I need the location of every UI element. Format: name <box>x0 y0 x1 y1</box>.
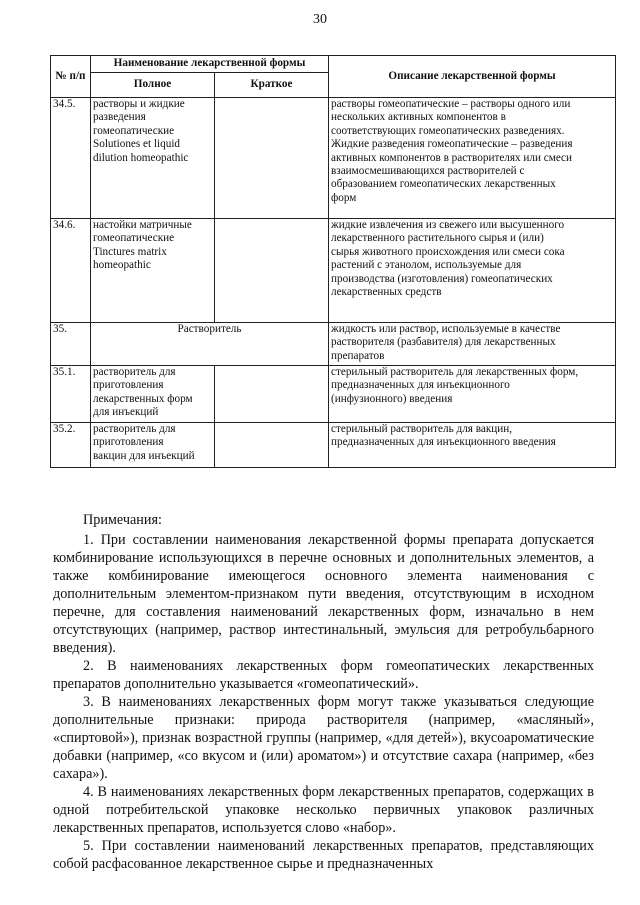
text-line: жидкие извлечения из свежего или высушенного <box>331 219 565 231</box>
text-line: dilution homeopathic <box>93 151 189 164</box>
row-description <box>329 323 616 366</box>
header-full: Полное <box>91 73 215 98</box>
row-short-name <box>215 219 329 323</box>
row-description <box>329 423 616 468</box>
text-line: взаимосмешивающихся растворителей с <box>331 165 525 178</box>
row-description <box>329 219 616 323</box>
text-line: разведения <box>93 111 146 124</box>
row-number: 34.6. <box>51 219 91 323</box>
text-line: для инъекций <box>93 406 159 419</box>
row-description <box>329 366 616 423</box>
text-line: Solutiones et liquid <box>93 138 181 151</box>
text-line: лекарственных средств <box>331 286 442 299</box>
text-line: Tinctures matrix <box>93 245 167 258</box>
text-line: растворителя (разбавителя) для лекарственных <box>331 336 556 349</box>
notes-section <box>53 511 594 873</box>
row-full-name <box>91 366 215 423</box>
row-short-name <box>215 98 329 219</box>
row-short-name <box>215 423 329 468</box>
text-line: стерильный растворитель для лекарственных форм, <box>331 366 579 378</box>
row-full-name <box>91 98 215 219</box>
header-number: № п/п <box>51 56 91 98</box>
text-line: вакцин для инъекций <box>93 449 195 462</box>
notes-title: Примечания: <box>83 512 162 528</box>
note-item: 5. При составлении наименований лекарственных препаратов, представляющих собой расфасованное лекарственное сырье и предназначенных <box>53 838 594 872</box>
text-line: растворитель для <box>93 366 176 378</box>
text-line: образованием гомеопатических лекарственных <box>331 178 556 191</box>
dosage-forms-table <box>50 55 616 468</box>
row-description <box>329 98 616 219</box>
row-full-name <box>91 219 215 323</box>
header-description: Описание лекарственной формы <box>329 56 616 98</box>
row-full-name <box>91 323 329 366</box>
row-number: 34.5. <box>51 98 91 219</box>
page-number: 30 <box>313 12 327 27</box>
text-line: стерильный растворитель для вакцин, <box>331 423 513 435</box>
text-line: Растворитель <box>177 323 242 335</box>
text-line: (инфузионного) введения <box>331 392 453 405</box>
text-line: растворы и жидкие <box>93 98 185 110</box>
text-line: лекарственных форм <box>93 392 193 405</box>
text-line: препаратов <box>331 349 385 362</box>
table-row <box>51 98 616 219</box>
header-short: Краткое <box>215 73 329 98</box>
text-line: Жидкие разведения гомеопатические – разведения <box>331 138 573 151</box>
note-item: 4. В наименованиях лекарственных форм лекарственных препаратов, содержащих в одной потребительской упаковке несколько первичных упаковок различных лекарственных препаратов, используется слово «набор». <box>53 784 594 836</box>
text-line: гомеопатические <box>93 232 175 245</box>
table-row <box>51 423 616 468</box>
header-name-group: Наименование лекарственной формы <box>91 56 329 73</box>
text-line: форм <box>331 191 357 204</box>
text-line: сырья животного происхождения или смеси сока <box>331 245 565 258</box>
text-line: лекарственного растительного сырья и (или) <box>331 232 544 245</box>
text-line: приготовления <box>93 436 164 449</box>
text-line: растворитель для <box>93 423 176 435</box>
text-line: гомеопатические <box>93 124 175 137</box>
table-row <box>51 219 616 323</box>
text-line: активных компонентов в растворителях или смеси <box>331 151 573 164</box>
text-line: жидкость или раствор, используемые в качестве <box>331 323 561 335</box>
text-line: приготовления <box>93 379 164 392</box>
row-number: 35.1. <box>51 366 91 423</box>
table-row <box>51 323 616 366</box>
text-line: растений с этанолом, используемые для <box>331 259 522 272</box>
text-line: предназначенных для инъекционного <box>331 379 510 392</box>
row-number: 35.2. <box>51 423 91 468</box>
row-short-name <box>215 366 329 423</box>
note-item: 1. При составлении наименования лекарственной формы препарата допускается комбинирование использующихся в перечне основных и дополнительных элементов, а также комбинирование имеющегося основного элемента наименования с дополнительным элементом-признаком пути введения, отсутствующим в исходном перечне, для составления наименований лекарственных форм, изначально в нем отсутствующих (например, раствор интестинальный, эмульсия для ретробульбарного введения). <box>53 532 594 656</box>
note-item: 2. В наименованиях лекарственных форм гомеопатических лекарственных препаратов дополнительно указывается «гомеопатический». <box>53 658 594 692</box>
text-line: предназначенных для инъекционного введения <box>331 436 556 449</box>
text-line: производства (изготовления) гомеопатических <box>331 272 553 285</box>
text-line: нескольких активных компонентов в <box>331 111 506 124</box>
text-line: homeopathic <box>93 259 151 272</box>
text-line: соответствующих гомеопатических разведениях. <box>331 124 565 137</box>
row-full-name <box>91 423 215 468</box>
row-number: 35. <box>51 323 91 366</box>
table-row <box>51 366 616 423</box>
text-line: настойки матричные <box>93 219 192 231</box>
note-item: 3. В наименованиях лекарственных форм могут также указываться следующие дополнительные признаки: природа растворителя (например, «масляный», «спиртовой»), признак возрастной группы (например, «для детей»), вкусоароматические добавки (например, «со вкусом и (или) ароматом») и отсутствие сахара (например, «без сахара»). <box>53 694 594 782</box>
text-line: растворы гомеопатические – растворы одного или <box>331 98 571 110</box>
